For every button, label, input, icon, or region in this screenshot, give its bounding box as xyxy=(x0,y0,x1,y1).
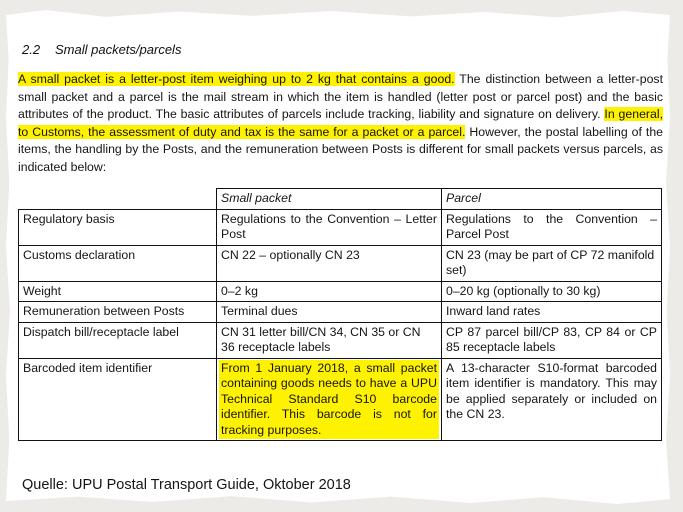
paragraph-text-2: However, the postal labelling of the items, the handling by the Posts, and the remuneration between Posts is different for small packets versus parcels, as indicated below: xyxy=(18,124,664,174)
highlighted-definition: A small packet is a letter-post item weighing up to 2 kg that contains a good. xyxy=(18,72,455,86)
parcel-cell: CP 87 parcel bill/CP 83, CP 84 or CP 85 receptacle labels xyxy=(442,322,662,358)
section-title: Small packets/parcels xyxy=(55,42,182,57)
paragraph-text-1: The distinction between a letter-post small packet and a parcel is the mail stream in which the item is handled (letter post or parcel post) and the basic attributes of the product. The basic attributes of parcels include tracking, liability and signature on delivery. xyxy=(18,72,663,122)
parcel-cell: Inward land rates xyxy=(442,302,662,323)
table-row xyxy=(19,302,662,323)
highlighted-barcode-note: From 1 January 2018, a small packet containing goods needs to have a UPU Technical Standard S10 barcode identifier. This barcode is not for tracking purposes. xyxy=(219,360,439,440)
source-caption: Quelle: UPU Postal Transport Guide, Oktober 2018 xyxy=(22,477,351,493)
comparison-table xyxy=(18,188,662,441)
highlighted-customs-statement: In general, to Customs, the assessment of duty and tax is the same for a packet or a parcel. xyxy=(18,107,663,139)
parcel-cell: Regulations to the Convention – Parcel Post xyxy=(442,209,662,245)
small-packet-cell: 0–2 kg xyxy=(217,281,442,302)
table-header-small-packet: Small packet xyxy=(217,189,442,210)
table-row xyxy=(19,358,662,441)
section-number: 2.2 xyxy=(22,42,41,57)
row-label: Customs declaration xyxy=(19,245,217,281)
small-packet-cell: Terminal dues xyxy=(217,302,442,323)
table-header-parcel: Parcel xyxy=(442,189,662,210)
row-label: Dispatch bill/receptacle label xyxy=(19,322,217,358)
intro-paragraph xyxy=(18,71,663,177)
small-packet-cell xyxy=(217,358,442,441)
section-heading xyxy=(22,42,181,57)
table-row xyxy=(19,245,662,281)
parcel-cell: A 13-character S10-format barcoded item identifier is mandatory. This may be applied separately or included on the CN 23. xyxy=(442,358,662,441)
table-header-empty xyxy=(19,189,217,210)
small-packet-cell: CN 31 letter bill/CN 34, CN 35 or CN 36 receptacle labels xyxy=(217,322,442,358)
row-label: Remuneration between Posts xyxy=(19,302,217,323)
parcel-cell: 0–20 kg (optionally to 30 kg) xyxy=(442,281,662,302)
row-label: Barcoded item identifier xyxy=(19,358,217,441)
small-packet-cell: Regulations to the Convention – Letter Post xyxy=(217,209,442,245)
parcel-cell: CN 23 (may be part of CP 72 manifold set) xyxy=(442,245,662,281)
row-label: Weight xyxy=(19,281,217,302)
table-row xyxy=(19,209,662,245)
row-label: Regulatory basis xyxy=(19,209,217,245)
small-packet-cell: CN 22 – optionally CN 23 xyxy=(217,245,442,281)
table-header-row xyxy=(19,189,662,210)
table-row xyxy=(19,322,662,358)
table-row xyxy=(19,281,662,302)
